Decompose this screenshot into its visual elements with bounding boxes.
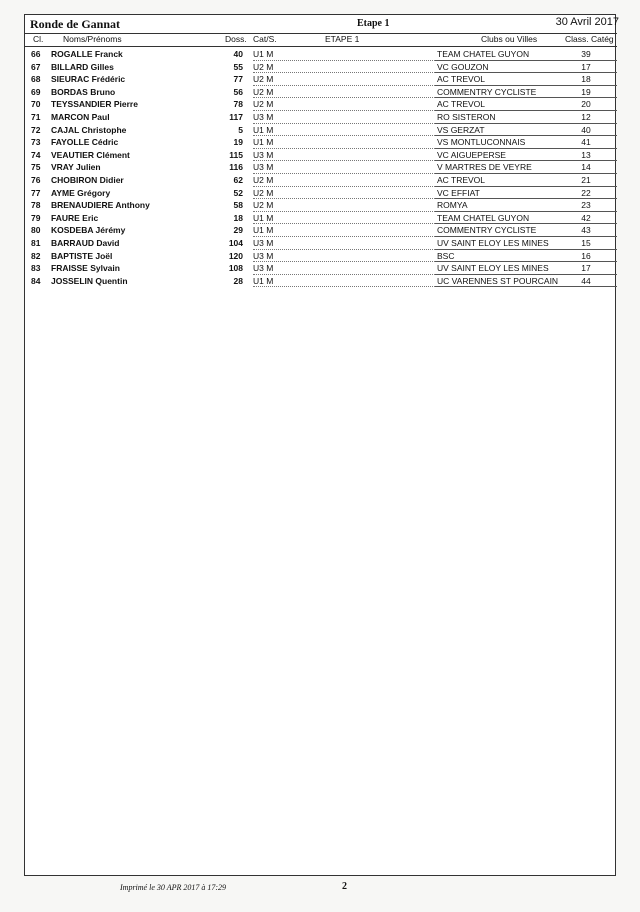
name-cell: TEYSSANDIER Pierre [51,99,138,110]
class-cell: 41 [581,137,591,148]
doss-cell: 58 [233,200,243,211]
table-row [25,86,617,99]
doss-cell: 104 [228,237,243,248]
rank-cell: 70 [31,99,41,110]
club-cell: AC TREVOL [437,74,486,85]
results-table [25,48,617,287]
table-row [25,174,617,187]
category-cell: U2 M [253,74,274,85]
col-name-header: Noms/Prénoms [63,34,122,44]
col-cat-header: Cat/S. [253,34,277,44]
rank-cell: 74 [31,149,41,160]
category-cell: U2 M [253,200,274,211]
name-cell: JOSSELIN Quentin [51,275,128,286]
category-cell: U2 M [253,86,274,97]
rank-cell: 82 [31,250,41,261]
stage-title: Etape 1 [357,18,390,29]
class-cell: 42 [581,212,591,223]
table-row [25,187,617,200]
name-cell: ROGALLE Franck [51,49,123,59]
name-cell: SIEURAC Frédéric [51,74,126,85]
name-cell: BARRAUD David [51,237,120,248]
doss-cell: 28 [233,275,243,286]
table-row [25,212,617,225]
col-club-header: Clubs ou Villes [481,34,538,44]
class-cell: 20 [581,99,591,110]
class-cell: 40 [581,124,591,135]
row-divider [435,286,617,287]
category-cell: U3 M [253,162,274,173]
print-timestamp: Imprimé le 30 APR 2017 à 17:29 [120,883,227,892]
name-cell: AYME Grégory [51,187,111,198]
class-cell: 15 [581,237,591,248]
col-rank-header: Cl. [33,34,44,44]
name-cell: KOSDEBA Jérémy [51,225,126,236]
club-cell: AC TREVOL [437,99,486,110]
table-row [25,111,617,124]
rank-cell: 79 [31,212,41,223]
class-cell: 13 [581,149,591,160]
name-cell: MARCON Paul [51,111,110,122]
rank-cell: 75 [31,162,41,173]
rank-cell: 67 [31,61,41,72]
table-row [25,124,617,137]
col-doss-header: Doss. [225,34,247,44]
table-row [25,48,617,61]
table-row [25,237,617,250]
name-cell: VRAY Julien [51,162,101,173]
race-date: 30 Avril 2017 [555,16,619,28]
table-row [25,250,617,263]
table-row [25,199,617,212]
column-header-row [25,33,617,47]
rank-cell: 71 [31,111,41,122]
rank-cell: 83 [31,263,41,274]
club-cell: VC EFFIAT [437,187,480,198]
doss-cell: 56 [233,86,243,97]
club-cell: UV SAINT ELOY LES MINES [437,263,549,274]
club-cell: RO SISTERON [437,111,496,122]
name-cell: VEAUTIER Clément [51,149,130,160]
rank-cell: 66 [31,49,41,59]
category-cell: U1 M [253,137,274,148]
table-row [25,98,617,111]
club-cell: V MARTRES DE VEYRE [437,162,532,173]
doss-cell: 108 [228,263,243,274]
name-cell: FAYOLLE Cédric [51,137,119,148]
rank-cell: 69 [31,86,41,97]
club-cell: VC AIGUEPERSE [437,149,506,160]
class-cell: 12 [581,111,591,122]
doss-cell: 117 [229,111,243,122]
doss-cell: 55 [233,61,243,72]
col-class-header: Class. Catég [565,34,614,44]
table-row [25,149,617,162]
category-cell: U3 M [253,237,274,248]
club-cell: UV SAINT ELOY LES MINES [437,237,549,248]
table-row [25,262,617,275]
class-cell: 21 [581,174,591,185]
table-row [25,224,617,237]
class-cell: 23 [581,200,591,211]
category-cell: U1 M [253,212,274,223]
club-cell: BSC [437,250,455,261]
doss-cell: 19 [233,137,243,148]
class-cell: 17 [581,61,591,72]
race-title: Ronde de Gannat [30,17,121,31]
club-cell: TEAM CHATEL GUYON [437,49,530,59]
name-cell: BORDAS Bruno [51,86,116,97]
class-cell: 16 [581,250,591,261]
doss-cell: 18 [233,212,243,223]
name-cell: CHOBIRON Didier [51,174,124,185]
class-cell: 17 [581,263,591,274]
club-cell: VS GERZAT [437,124,485,135]
results-sheet [24,14,619,876]
club-cell: COMMENTRY CYCLISTE [437,225,537,236]
club-cell: COMMENTRY CYCLISTE [437,86,537,97]
table-row [25,61,617,74]
table-row [25,136,617,149]
rank-cell: 76 [31,174,41,185]
rank-cell: 77 [31,187,41,198]
club-cell: VC GOUZON [437,61,489,72]
doss-cell: 52 [233,187,243,198]
doss-cell: 29 [233,225,243,236]
table-row [25,73,617,86]
rank-cell: 84 [31,275,41,286]
category-cell: U3 M [253,250,274,261]
class-cell: 39 [581,49,591,59]
name-cell: CAJAL Christophe [51,124,127,135]
class-cell: 19 [581,86,591,97]
category-cell: U2 M [253,99,274,110]
class-cell: 44 [581,275,591,286]
rank-cell: 78 [31,200,41,211]
category-cell: U1 M [253,225,274,236]
category-cell: U1 M [253,124,274,135]
doss-cell: 120 [228,250,243,261]
class-cell: 22 [581,187,591,198]
category-cell: U2 M [253,174,274,185]
page-number: 2 [342,881,347,892]
rank-cell: 81 [31,237,41,248]
club-cell: AC TREVOL [437,174,486,185]
doss-cell: 116 [229,162,243,173]
class-cell: 18 [581,74,591,85]
category-cell: U2 M [253,187,274,198]
club-cell: ROMYA [437,200,468,211]
rank-cell: 68 [31,74,41,85]
doss-cell: 5 [238,124,243,135]
doss-cell: 40 [233,49,243,59]
doss-cell: 115 [229,149,243,160]
category-cell: U3 M [253,111,274,122]
table-row [25,161,617,174]
rank-cell: 80 [31,225,41,236]
category-cell: U1 M [253,49,274,59]
category-cell: U1 M [253,275,274,286]
col-etape-header: ETAPE 1 [325,34,360,44]
club-cell: VS MONTLUCONNAIS [437,137,526,148]
rank-cell: 73 [31,137,41,148]
club-cell: UC VARENNES ST POURCAIN [437,275,559,286]
rank-cell: 72 [31,124,41,135]
category-cell: U2 M [253,61,274,72]
table-row [25,275,617,288]
name-cell: BRENAUDIERE Anthony [51,200,150,211]
name-cell: FAURE Eric [51,212,99,223]
name-cell: BAPTISTE Joël [51,250,113,261]
club-cell: TEAM CHATEL GUYON [437,212,530,223]
doss-cell: 62 [233,174,243,185]
class-cell: 14 [581,162,591,173]
doss-cell: 77 [233,74,243,85]
doss-cell: 78 [233,99,243,110]
name-cell: FRAISSE Sylvain [51,263,120,274]
category-cell: U3 M [253,263,274,274]
name-cell: BILLARD Gilles [51,61,114,72]
category-cell: U3 M [253,149,274,160]
class-cell: 43 [581,225,591,236]
